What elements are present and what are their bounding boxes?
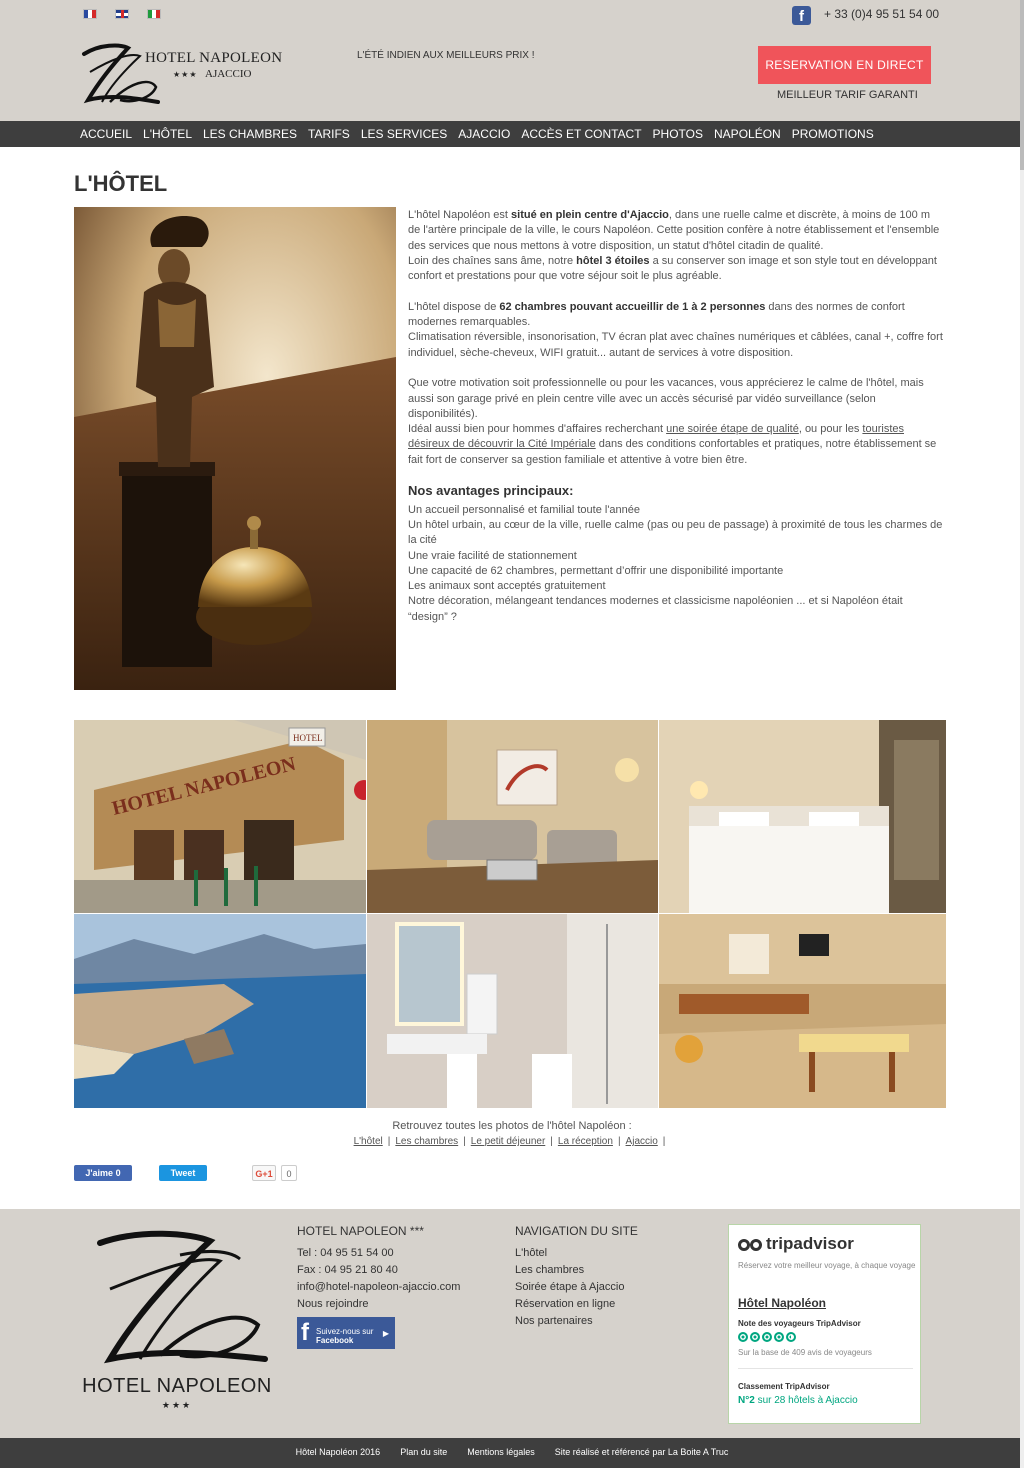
rating-bubble-icon	[762, 1332, 772, 1342]
rank-number: N°2	[738, 1395, 755, 1406]
logo-name: HOTEL NAPOLEON	[145, 50, 283, 66]
gallery-photo-bathroom[interactable]	[367, 914, 658, 1108]
list-item: Une vraie facilité de stationnement	[408, 549, 577, 562]
footer-nav-title: NAVIGATION DU SITE	[515, 1224, 638, 1238]
p6c: dans des conditions confortables et pratiques, notre établissement se fait fort de conserver sa gestion familiale et attentive à votre bien être.	[408, 438, 937, 466]
play-arrow-icon: ▶	[382, 1329, 389, 1338]
gallery-photo-facade[interactable]	[74, 720, 366, 913]
footer-logo-stars: ★★★	[161, 1400, 193, 1410]
p1b: situé en plein centre d'Ajaccio	[511, 209, 669, 221]
facebook-follow-text	[316, 1327, 373, 1345]
fb-line1: Suivez-nous sur	[316, 1327, 374, 1336]
gallery-photo-lounge[interactable]	[367, 720, 658, 913]
tripadvisor-hotel-link[interactable]: Hôtel Napoléon	[738, 1296, 827, 1310]
gallery-photo-bedroom[interactable]	[659, 720, 946, 913]
facade-sign-text: HOTEL NAPOLEON	[109, 752, 298, 820]
copyright: Hôtel Napoléon 2016	[295, 1447, 381, 1457]
p3b: 62 chambres pouvant accueillir de 1 à 2 personnes	[499, 300, 766, 313]
photo-gallery	[74, 720, 946, 1108]
facebook-icon[interactable]: f	[792, 6, 811, 25]
list-item: Un accueil personnalisé et familial toute l'année	[408, 503, 641, 516]
nav-item-tarifs[interactable]: TARIFS	[308, 127, 350, 141]
p3a: L'hôtel dispose de	[408, 300, 500, 313]
sitemap-link[interactable]: Plan du site	[400, 1447, 448, 1457]
soiree-etape-link[interactable]: une soirée étape de qualité	[666, 423, 799, 436]
footer-contact-title: HOTEL NAPOLEON ***	[297, 1224, 424, 1238]
gallery-photo-breakfast-room[interactable]	[659, 914, 946, 1108]
nav-item-accueil[interactable]: ACCUEIL	[80, 127, 133, 141]
photo-link-hotel[interactable]: L'hôtel	[353, 1136, 383, 1147]
rating-bubble-icon	[774, 1332, 784, 1342]
footer-join: Nous rejoindre	[297, 1298, 369, 1310]
tripadvisor-logo[interactable]	[738, 1234, 854, 1254]
google-plus-count: 0	[281, 1165, 297, 1181]
footer-link-soiree-etape[interactable]: Soirée étape à Ajaccio	[515, 1281, 625, 1293]
rank-text: sur 28 hôtels à Ajaccio	[754, 1395, 858, 1406]
footer-tel[interactable]: Tel : 04 95 51 54 00	[297, 1247, 394, 1259]
p2c: a su conserver son image et son style tout en développant confort et prestations pour que votre séjour soit le plus agréable.	[408, 254, 937, 283]
facebook-icon: f	[301, 1319, 309, 1346]
p2a: Loin des chaînes sans âme, notre	[408, 254, 577, 267]
best-rate-label: MEILLEUR TARIF GARANTI	[777, 89, 918, 101]
flag-fr-icon[interactable]	[83, 9, 97, 19]
nav-item-napoleon[interactable]: NAPOLÉON	[714, 127, 781, 141]
p5: Que votre motivation soit professionnelle ou pour les vacances, vous apprécierez le calme de l'hôtel, mais aussi son garage privé en plein centre ville avec un accès sécurisé par vidéo surveillance (selon disponibilités).	[408, 377, 924, 420]
napoleon-statue-photo	[74, 207, 396, 690]
nav-item-hotel[interactable]: L'HÔTEL	[143, 127, 192, 141]
nav-item-promotions[interactable]: PROMOTIONS	[791, 127, 874, 141]
footer-navigation	[515, 1223, 638, 1330]
nav-item-ajaccio[interactable]: AJACCIO	[458, 127, 511, 141]
rating-bubble-icon	[750, 1332, 760, 1342]
p6b: , ou pour les	[798, 423, 863, 436]
photo-links	[0, 1136, 1024, 1147]
list-item: Un hôtel urbain, au cœur de la ville, ruelle calme (pas ou peu de passage) à proximité de tous les charmes de la cité	[408, 518, 943, 547]
photo-link-chambres[interactable]: Les chambres	[395, 1136, 459, 1147]
tripadvisor-rank[interactable]	[738, 1395, 858, 1406]
logo-stars: ★★★	[173, 70, 198, 79]
separator: |	[550, 1136, 553, 1147]
list-item: Notre décoration, mélangeant tendances modernes et classicisme napoléonien ... et si Napoléon était “design” ?	[408, 595, 903, 623]
tweet-button[interactable]: Tweet	[159, 1165, 207, 1181]
nav-item-services[interactable]: LES SERVICES	[360, 127, 448, 141]
divider	[738, 1368, 913, 1369]
nav-item-photos[interactable]: PHOTOS	[652, 127, 704, 141]
scrollbar-thumb[interactable]	[1020, 0, 1024, 170]
motivation-paragraph	[408, 376, 944, 468]
facade-small-sign: HOTEL	[293, 733, 323, 743]
bottom-bar	[0, 1438, 1024, 1468]
facebook-follow-button[interactable]	[297, 1317, 395, 1349]
rating-bubble-half-icon	[786, 1332, 796, 1342]
flag-uk-icon[interactable]	[115, 9, 129, 19]
flag-it-icon[interactable]	[147, 9, 161, 19]
header	[0, 0, 1024, 121]
p2b: hôtel 3 étoiles	[576, 254, 650, 267]
tripadvisor-widget[interactable]	[728, 1224, 921, 1424]
footer-link-partenaires[interactable]: Nos partenaires	[515, 1315, 593, 1327]
hotel-logo[interactable]	[80, 42, 283, 112]
nav-item-chambres[interactable]: LES CHAMBRES	[203, 127, 298, 141]
footer-link-chambres[interactable]: Les chambres	[515, 1264, 585, 1276]
p6a: Idéal aussi bien pour hommes d'affaires recherchant	[408, 423, 667, 436]
tripadvisor-review-count[interactable]: Sur la base de 409 avis de voyageurs	[738, 1348, 872, 1357]
header-phone: + 33 (0)4 95 51 54 00	[824, 7, 940, 21]
tripadvisor-class-label: Classement TripAdvisor	[738, 1382, 830, 1391]
legal-link[interactable]: Mentions légales	[467, 1447, 535, 1457]
nav-item-acces[interactable]: ACCÈS ET CONTACT	[521, 127, 642, 141]
footer-email[interactable]: info@hotel-napoleon-ajaccio.com	[297, 1281, 461, 1293]
google-plus-button[interactable]: G+1	[252, 1165, 276, 1181]
separator: |	[617, 1136, 621, 1147]
footer-logo-name: HOTEL NAPOLEON	[82, 1375, 272, 1397]
reservation-button[interactable]: RESERVATION EN DIRECT	[758, 46, 931, 84]
tripadvisor-brand: tripadvisor	[766, 1234, 854, 1253]
scrollbar[interactable]	[1020, 0, 1024, 1468]
cite-imperiale-link[interactable]: touristes désireux de découvrir la Cité Impériale	[408, 423, 904, 451]
photo-link-reception[interactable]: La réception	[557, 1136, 613, 1147]
p3c: dans des normes de confort modernes remarquables.	[408, 300, 905, 329]
rooms-paragraph	[408, 300, 944, 361]
footer-link-reservation[interactable]: Réservation en ligne	[515, 1298, 616, 1310]
main-nav	[0, 121, 1024, 147]
separator: |	[463, 1136, 466, 1147]
advantages-title: Nos avantages principaux:	[408, 483, 574, 499]
tripadvisor-subtitle: Réservez votre meilleur voyage, à chaque voyage	[738, 1261, 916, 1270]
page-title: L'HÔTEL	[74, 171, 168, 196]
fb-line2: Facebook	[316, 1336, 354, 1345]
language-switcher	[83, 9, 161, 19]
p1c: , dans une ruelle calme et discrète, à moins de 100 m de l'artère principale de la ville, le cours Napoléon. Cette position confère à notre établissement et l'ensemble des services que nous mettons à votre disposition, un statut d'hôtel citadin de qualité.	[408, 209, 940, 252]
gallery-caption: Retrouvez toutes les photos de l'hôtel Napoléon :	[392, 1120, 632, 1132]
footer-signature-icon	[80, 1229, 274, 1369]
tripadvisor-note-label: Note des voyageurs TripAdvisor	[738, 1319, 861, 1328]
footer-link-hotel[interactable]: L'hôtel	[515, 1247, 548, 1259]
gallery-photo-ajaccio-aerial[interactable]	[74, 914, 366, 1108]
separator: |	[662, 1136, 666, 1147]
advantages-list	[408, 503, 944, 625]
rating-bubble-icon	[738, 1332, 748, 1342]
footer-logo[interactable]	[80, 1229, 280, 1419]
tripadvisor-owl-icon	[738, 1238, 764, 1252]
footer-fax: Fax : 04 95 21 80 40	[297, 1264, 398, 1276]
list-item: Les animaux sont acceptés gratuitement	[408, 580, 606, 593]
p1a: L'hôtel Napoléon est	[408, 209, 512, 221]
photo-link-petit-dejeuner[interactable]: Le petit déjeuner	[470, 1136, 546, 1147]
intro-paragraph	[408, 208, 944, 284]
p4: Climatisation réversible, insonorisation, TV écran plat avec chaînes numériques et câblées, canal +, coffre fort individuel, sèche-cheveux, WIFI gratuit... autant de services à votre disposition.	[408, 331, 943, 359]
photo-link-ajaccio[interactable]: Ajaccio	[625, 1136, 658, 1147]
facebook-like-button[interactable]: J'aime 0	[74, 1165, 132, 1181]
hotel-description	[408, 208, 944, 625]
footer-contact	[297, 1223, 460, 1349]
separator: |	[387, 1136, 391, 1147]
logo-city: AJACCIO	[205, 68, 252, 80]
list-item: Une capacité de 62 chambres, permettant d’offrir une disponibilité importante	[408, 564, 784, 577]
tripadvisor-rating-bubbles	[738, 1332, 796, 1342]
footer	[0, 1209, 1024, 1438]
promo-text: L'ÉTÉ INDIEN AUX MEILLEURS PRIX !	[357, 50, 535, 61]
credits-link[interactable]: Site réalisé et référencé par La Boite A Truc	[554, 1447, 729, 1457]
